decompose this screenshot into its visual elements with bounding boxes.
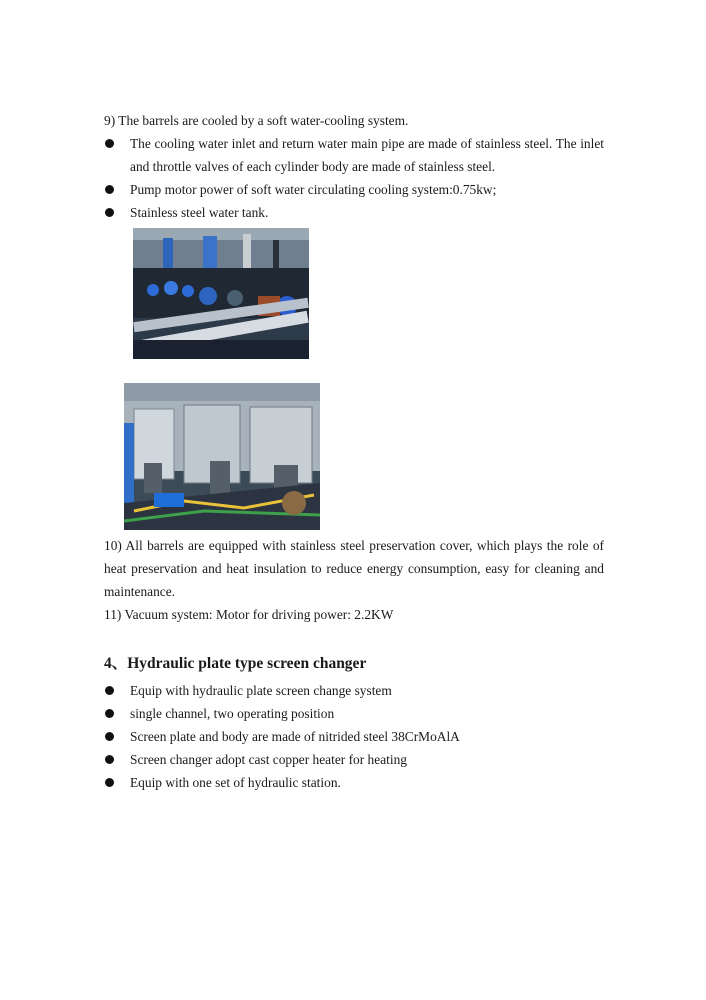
list-item <box>104 679 604 702</box>
section-heading: 4、Hydraulic plate type screen changer <box>104 655 367 672</box>
cooling-pipes-image <box>133 228 309 359</box>
preservation-cover-photo <box>124 383 320 530</box>
preservation-cover-image <box>124 383 320 530</box>
section-11-text: 11) Vacuum system: Motor for driving power: 2.2KW <box>104 607 394 622</box>
list-item-text: Stainless steel water tank. <box>130 205 269 220</box>
list-item <box>104 748 604 771</box>
list-item-text: Equip with hydraulic plate screen change system <box>130 683 392 698</box>
list-item-text: single channel, two operating position <box>130 706 335 721</box>
section-10-text: 10) All barrels are equipped with stainless steel preservation cover, which plays the role of heat preservation and heat insulation to reduce energy consumption, easy for cleaning and maintenance. <box>104 538 604 599</box>
section-9-intro: 9) The barrels are cooled by a soft water-cooling system. <box>104 113 409 128</box>
list-item-text: Pump motor power of soft water circulating cooling system:0.75kw; <box>130 182 497 197</box>
list-item <box>104 702 604 725</box>
list-item <box>104 132 604 178</box>
list-item-text: Equip with one set of hydraulic station. <box>130 775 341 790</box>
list-item <box>104 201 604 224</box>
list-item-text: The cooling water inlet and return water main pipe are made of stainless steel. The inlet and throttle valves of each cylinder body are made of stainless steel. <box>130 136 604 174</box>
list-item <box>104 771 604 794</box>
cooling-pipes-photo <box>133 228 309 359</box>
list-item <box>104 178 604 201</box>
list-item-text: Screen plate and body are made of nitrided steel 38CrMoAlA <box>130 729 460 744</box>
list-item-text: Screen changer adopt cast copper heater for heating <box>130 752 407 767</box>
list-item <box>104 725 604 748</box>
